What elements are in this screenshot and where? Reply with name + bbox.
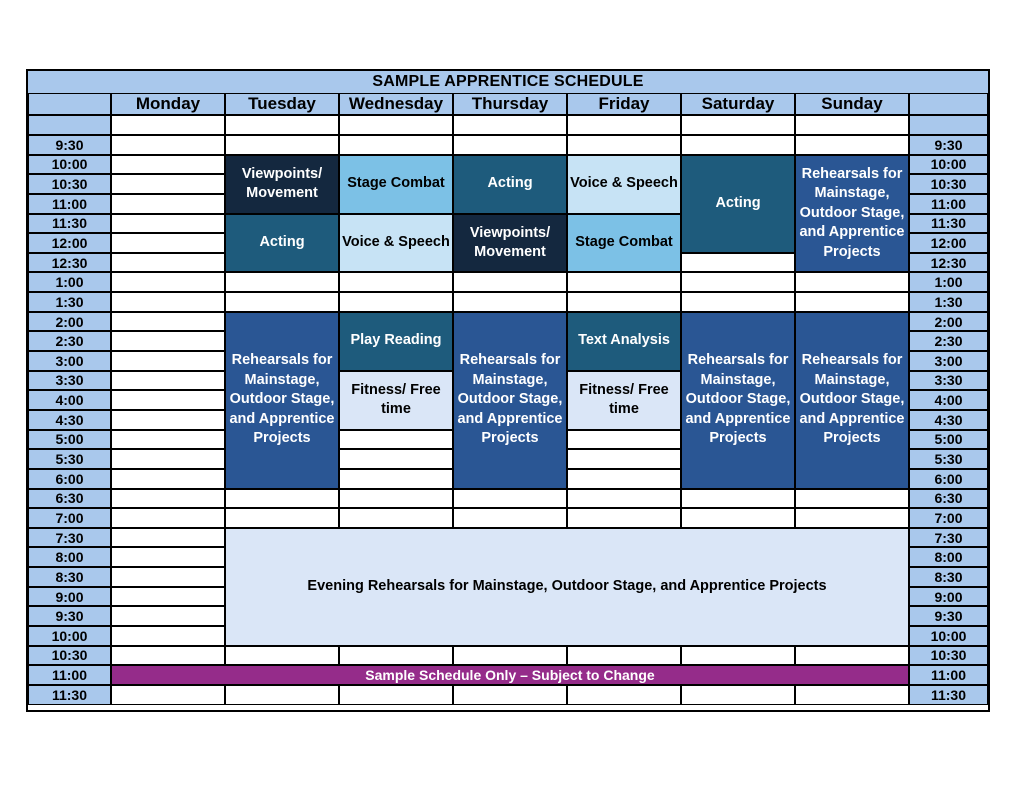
grid-cell	[111, 214, 225, 234]
spacer-cell	[111, 115, 225, 135]
grid-cell	[567, 449, 681, 469]
day-header-thursday: Thursday	[453, 93, 567, 115]
grid-cell	[225, 489, 339, 509]
time-label-left: 11:30	[28, 214, 111, 234]
time-label-left: 10:30	[28, 174, 111, 194]
grid-cell	[453, 135, 567, 155]
grid-cell	[795, 685, 909, 705]
time-label-right: 12:00	[909, 233, 988, 253]
time-label-right: 11:30	[909, 214, 988, 234]
activity-block-evening: Evening Rehearsals for Mainstage, Outdoor Stage, and Apprentice Projects	[225, 528, 909, 646]
activity-block-sat-acting: Acting	[681, 155, 795, 253]
grid-cell	[681, 646, 795, 666]
grid-cell	[453, 685, 567, 705]
grid-cell	[111, 685, 225, 705]
grid-cell	[339, 489, 453, 509]
grid-cell	[453, 272, 567, 292]
grid-cell	[681, 135, 795, 155]
grid-cell	[111, 371, 225, 391]
time-label-right: 6:30	[909, 489, 988, 509]
time-label-right: 5:30	[909, 449, 988, 469]
activity-block-thu-viewpoints: Viewpoints/ Movement	[453, 214, 567, 273]
grid-cell	[567, 469, 681, 489]
grid-cell	[795, 135, 909, 155]
day-header-sunday: Sunday	[795, 93, 909, 115]
time-label-right: 10:00	[909, 626, 988, 646]
time-label-right: 9:00	[909, 587, 988, 607]
time-label-right: 9:30	[909, 135, 988, 155]
grid-cell	[339, 508, 453, 528]
time-label-left: 11:30	[28, 685, 111, 705]
time-label-left: 12:00	[28, 233, 111, 253]
time-label-right: 7:00	[909, 508, 988, 528]
grid-cell	[681, 272, 795, 292]
grid-cell	[567, 685, 681, 705]
time-label-left: 2:30	[28, 331, 111, 351]
day-header-friday: Friday	[567, 93, 681, 115]
spacer-cell	[453, 115, 567, 135]
header-corner-right	[909, 93, 988, 115]
grid-cell	[111, 233, 225, 253]
time-label-right: 11:00	[909, 665, 988, 685]
spacer-cell	[567, 115, 681, 135]
time-label-left: 8:30	[28, 567, 111, 587]
grid-cell	[225, 292, 339, 312]
grid-cell	[681, 292, 795, 312]
time-label-left: 10:00	[28, 155, 111, 175]
grid-cell	[681, 685, 795, 705]
activity-block-wed-play-reading: Play Reading	[339, 312, 453, 371]
time-label-left: 2:00	[28, 312, 111, 332]
time-label-right: 2:30	[909, 331, 988, 351]
time-label-right: 9:30	[909, 606, 988, 626]
time-label-left: 3:00	[28, 351, 111, 371]
grid-cell	[567, 430, 681, 450]
grid-cell	[111, 430, 225, 450]
day-header-wednesday: Wednesday	[339, 93, 453, 115]
grid-cell	[111, 508, 225, 528]
grid-cell	[339, 449, 453, 469]
grid-cell	[111, 489, 225, 509]
time-label-left: 10:30	[28, 646, 111, 666]
activity-block-fri-text-analysis: Text Analysis	[567, 312, 681, 371]
time-label-right: 3:00	[909, 351, 988, 371]
time-label-right: 1:30	[909, 292, 988, 312]
time-label-left: 1:00	[28, 272, 111, 292]
day-header-saturday: Saturday	[681, 93, 795, 115]
grid-cell	[111, 253, 225, 273]
time-label-right: 4:30	[909, 410, 988, 430]
schedule-title: SAMPLE APPRENTICE SCHEDULE	[28, 71, 988, 94]
grid-cell	[339, 469, 453, 489]
time-label-right: 8:00	[909, 547, 988, 567]
activity-block-sun-rehearsals-afternoon: Rehearsals for Mainstage, Outdoor Stage, and Apprentice Projects	[795, 312, 909, 489]
time-label-left: 3:30	[28, 371, 111, 391]
time-label-right: 1:00	[909, 272, 988, 292]
grid-cell	[795, 646, 909, 666]
time-label-left: 5:00	[28, 430, 111, 450]
grid-cell	[567, 646, 681, 666]
grid-cell	[453, 508, 567, 528]
grid-cell	[111, 528, 225, 548]
grid-cell	[453, 489, 567, 509]
time-label-right: 5:00	[909, 430, 988, 450]
time-label-right: 3:30	[909, 371, 988, 391]
spacer-time-right	[909, 115, 988, 135]
grid-cell	[795, 292, 909, 312]
time-label-left: 6:30	[28, 489, 111, 509]
grid-cell	[111, 587, 225, 607]
time-label-right: 10:30	[909, 646, 988, 666]
activity-block-wed-voice-speech: Voice & Speech	[339, 214, 453, 273]
grid-cell	[111, 292, 225, 312]
grid-cell	[225, 272, 339, 292]
grid-cell	[225, 508, 339, 528]
activity-block-fri-stage-combat: Stage Combat	[567, 214, 681, 273]
grid-cell	[339, 646, 453, 666]
grid-cell	[567, 292, 681, 312]
grid-cell	[453, 646, 567, 666]
grid-cell	[339, 135, 453, 155]
time-label-right: 2:00	[909, 312, 988, 332]
grid-cell	[339, 685, 453, 705]
grid-cell	[111, 567, 225, 587]
time-label-right: 6:00	[909, 469, 988, 489]
grid-cell	[111, 331, 225, 351]
time-label-left: 7:00	[28, 508, 111, 528]
grid-cell	[111, 155, 225, 175]
schedule-sheet	[26, 69, 990, 712]
grid-cell	[339, 292, 453, 312]
grid-cell	[567, 508, 681, 528]
time-label-right: 11:30	[909, 685, 988, 705]
grid-cell	[225, 685, 339, 705]
grid-cell	[225, 135, 339, 155]
day-header-monday: Monday	[111, 93, 225, 115]
grid-cell	[795, 508, 909, 528]
grid-cell	[567, 135, 681, 155]
grid-cell	[111, 469, 225, 489]
time-label-left: 11:00	[28, 194, 111, 214]
grid-cell	[681, 253, 795, 273]
time-label-right: 7:30	[909, 528, 988, 548]
spacer-time-left	[28, 115, 111, 135]
time-label-right: 12:30	[909, 253, 988, 273]
time-label-left: 7:30	[28, 528, 111, 548]
grid-cell	[111, 646, 225, 666]
time-label-left: 10:00	[28, 626, 111, 646]
grid-cell	[111, 410, 225, 430]
grid-cell	[111, 272, 225, 292]
grid-cell	[111, 626, 225, 646]
time-label-right: 8:30	[909, 567, 988, 587]
activity-block-tue-viewpoints: Viewpoints/ Movement	[225, 155, 339, 214]
header-corner-left	[28, 93, 111, 115]
spacer-cell	[339, 115, 453, 135]
time-label-left: 12:30	[28, 253, 111, 273]
grid-cell	[111, 135, 225, 155]
disclaimer-banner: Sample Schedule Only – Subject to Change	[111, 665, 909, 685]
time-label-left: 9:00	[28, 587, 111, 607]
grid-cell	[111, 312, 225, 332]
time-label-left: 1:30	[28, 292, 111, 312]
time-label-left: 9:30	[28, 606, 111, 626]
spacer-cell	[225, 115, 339, 135]
time-label-left: 9:30	[28, 135, 111, 155]
activity-block-thu-acting: Acting	[453, 155, 567, 214]
time-label-right: 11:00	[909, 194, 988, 214]
grid-cell	[567, 489, 681, 509]
grid-cell	[225, 646, 339, 666]
grid-cell	[795, 272, 909, 292]
grid-cell	[111, 194, 225, 214]
time-label-right: 4:00	[909, 390, 988, 410]
grid-cell	[795, 489, 909, 509]
activity-block-fri-fitness: Fitness/ Free time	[567, 371, 681, 430]
time-label-left: 11:00	[28, 665, 111, 685]
time-label-left: 4:30	[28, 410, 111, 430]
grid-cell	[339, 430, 453, 450]
activity-block-wed-fitness: Fitness/ Free time	[339, 371, 453, 430]
time-label-left: 4:00	[28, 390, 111, 410]
time-label-right: 10:30	[909, 174, 988, 194]
grid-cell	[567, 272, 681, 292]
activity-block-fri-voice-speech: Voice & Speech	[567, 155, 681, 214]
grid-cell	[681, 508, 795, 528]
grid-cell	[453, 292, 567, 312]
grid-cell	[339, 272, 453, 292]
activity-block-sat-rehearsals: Rehearsals for Mainstage, Outdoor Stage, and Apprentice Projects	[681, 312, 795, 489]
activity-block-tue-rehearsals: Rehearsals for Mainstage, Outdoor Stage, and Apprentice Projects	[225, 312, 339, 489]
spacer-cell	[795, 115, 909, 135]
spacer-cell	[681, 115, 795, 135]
grid-cell	[111, 351, 225, 371]
time-label-left: 6:00	[28, 469, 111, 489]
activity-block-sun-rehearsals-morning: Rehearsals for Mainstage, Outdoor Stage, and Apprentice Projects	[795, 155, 909, 273]
day-header-tuesday: Tuesday	[225, 93, 339, 115]
grid-cell	[681, 489, 795, 509]
grid-cell	[111, 390, 225, 410]
activity-block-tue-acting: Acting	[225, 214, 339, 273]
grid-cell	[111, 449, 225, 469]
activity-block-thu-rehearsals: Rehearsals for Mainstage, Outdoor Stage, and Apprentice Projects	[453, 312, 567, 489]
grid-cell	[111, 547, 225, 567]
time-label-left: 5:30	[28, 449, 111, 469]
activity-block-wed-stage-combat: Stage Combat	[339, 155, 453, 214]
grid-cell	[111, 174, 225, 194]
grid-cell	[111, 606, 225, 626]
time-label-left: 8:00	[28, 547, 111, 567]
time-label-right: 10:00	[909, 155, 988, 175]
